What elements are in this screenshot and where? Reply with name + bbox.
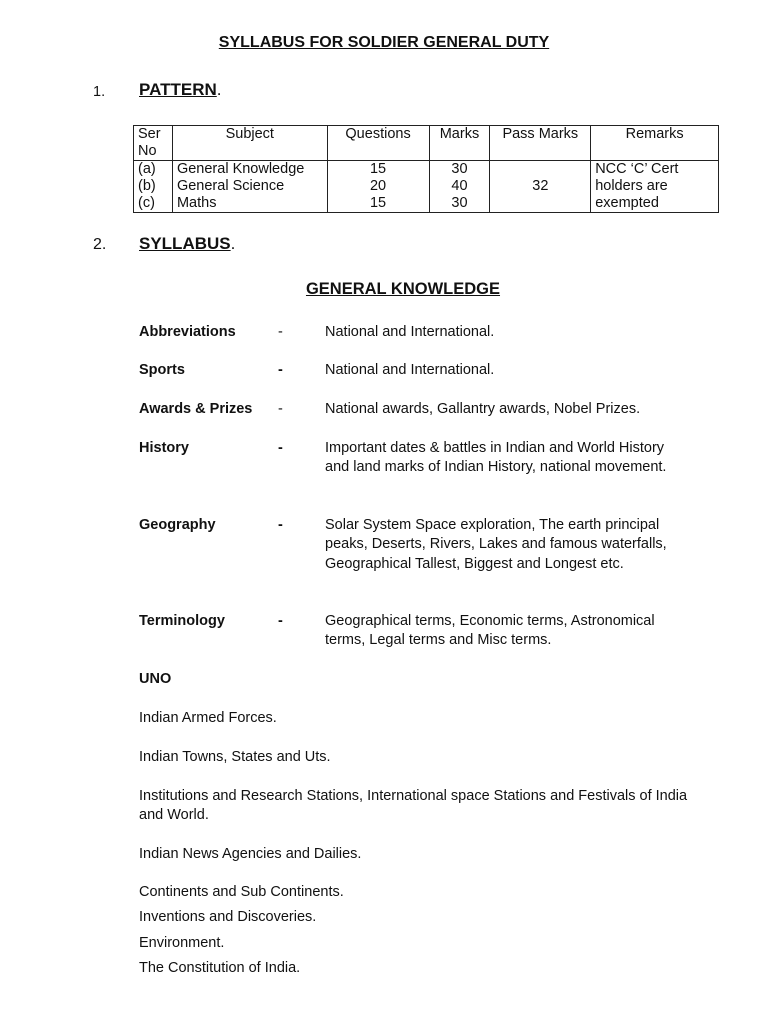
gk-topic-label: Awards & Prizes [139, 401, 253, 417]
cell-ser: (b) [134, 178, 173, 195]
cell-ser: (a) [134, 161, 173, 179]
gk-topic-dash: - [278, 517, 283, 533]
header-questions: Questions [327, 126, 429, 161]
section-1-number: 1. [93, 84, 106, 100]
cell-subject: General Knowledge [172, 161, 327, 179]
list-item: The Constitution of India. [139, 960, 301, 976]
header-marks: Marks [429, 126, 490, 161]
cell-subject: General Science [172, 178, 327, 195]
section-2-heading [139, 234, 235, 254]
gk-heading: GENERAL KNOWLEDGE [305, 280, 501, 298]
gk-topic-desc: National awards, Gallantry awards, Nobel Prizes. [325, 401, 641, 417]
gk-topic-label: Sports [139, 362, 185, 378]
uno-heading: UNO [139, 671, 172, 687]
section-1-heading [139, 80, 222, 100]
header-remarks: Remarks [591, 126, 719, 161]
list-item: Indian Armed Forces. [139, 710, 277, 726]
cell-questions: 20 [327, 178, 429, 195]
cell-questions: 15 [327, 161, 429, 179]
cell-remarks: NCC ‘C’ Cert holders are exempted [591, 161, 719, 213]
gk-topic-dash: - [278, 440, 283, 456]
gk-topic-label: Abbreviations [139, 324, 236, 340]
table-header-row [134, 126, 719, 161]
cell-questions: 15 [327, 195, 429, 213]
header-subject: Subject [172, 126, 327, 161]
gk-topic-dash: - [278, 401, 283, 417]
gk-topic-dash: - [278, 324, 283, 340]
gk-topic-label: Terminology [139, 613, 225, 629]
gk-topic-desc: Solar System Space exploration, The earth principal peaks, Deserts, Rivers, Lakes and famous waterfalls, Geographical Tallest, Biggest and Longest etc. [325, 517, 667, 572]
gk-topic-dash: - [278, 613, 283, 629]
list-item: Continents and Sub Continents. [139, 884, 344, 900]
list-item: Environment. [139, 935, 225, 951]
cell-subject: Maths [172, 195, 327, 213]
section-2-number: 2. [93, 236, 107, 253]
gk-topic-label: Geography [139, 517, 216, 533]
gk-topic-desc: Geographical terms, Economic terms, Astronomical terms, Legal terms and Misc terms. [325, 613, 655, 649]
table-row [134, 161, 719, 179]
cell-ser: (c) [134, 195, 173, 213]
section-1-heading-dot: . [216, 80, 222, 99]
cell-marks: 30 [429, 161, 490, 179]
gk-topic-label: History [139, 440, 189, 456]
list-item: Institutions and Research Stations, International space Stations and Festivals of India and World. [139, 788, 688, 824]
cell-pass-marks: 32 [490, 161, 591, 213]
gk-topic-dash: - [278, 362, 283, 378]
list-item: Inventions and Discoveries. [139, 909, 317, 925]
document-title: SYLLABUS FOR SOLDIER GENERAL DUTY [218, 34, 550, 51]
section-2-heading-text: SYLLABUS [139, 234, 231, 253]
section-1-heading-text: PATTERN [139, 80, 217, 99]
list-item: Indian Towns, States and Uts. [139, 749, 331, 765]
cell-marks: 30 [429, 195, 490, 213]
pattern-table [133, 125, 719, 213]
gk-topic-desc: National and International. [325, 362, 495, 378]
gk-topic-desc: Important dates & battles in Indian and World History and land marks of Indian History, national movement. [325, 440, 667, 476]
list-item: Indian News Agencies and Dailies. [139, 846, 362, 862]
cell-marks: 40 [429, 178, 490, 195]
section-2-heading-dot: . [230, 234, 236, 253]
gk-topic-desc: National and International. [325, 324, 495, 340]
header-pass-marks: Pass Marks [490, 126, 591, 161]
header-ser-no: Ser No [134, 126, 173, 161]
